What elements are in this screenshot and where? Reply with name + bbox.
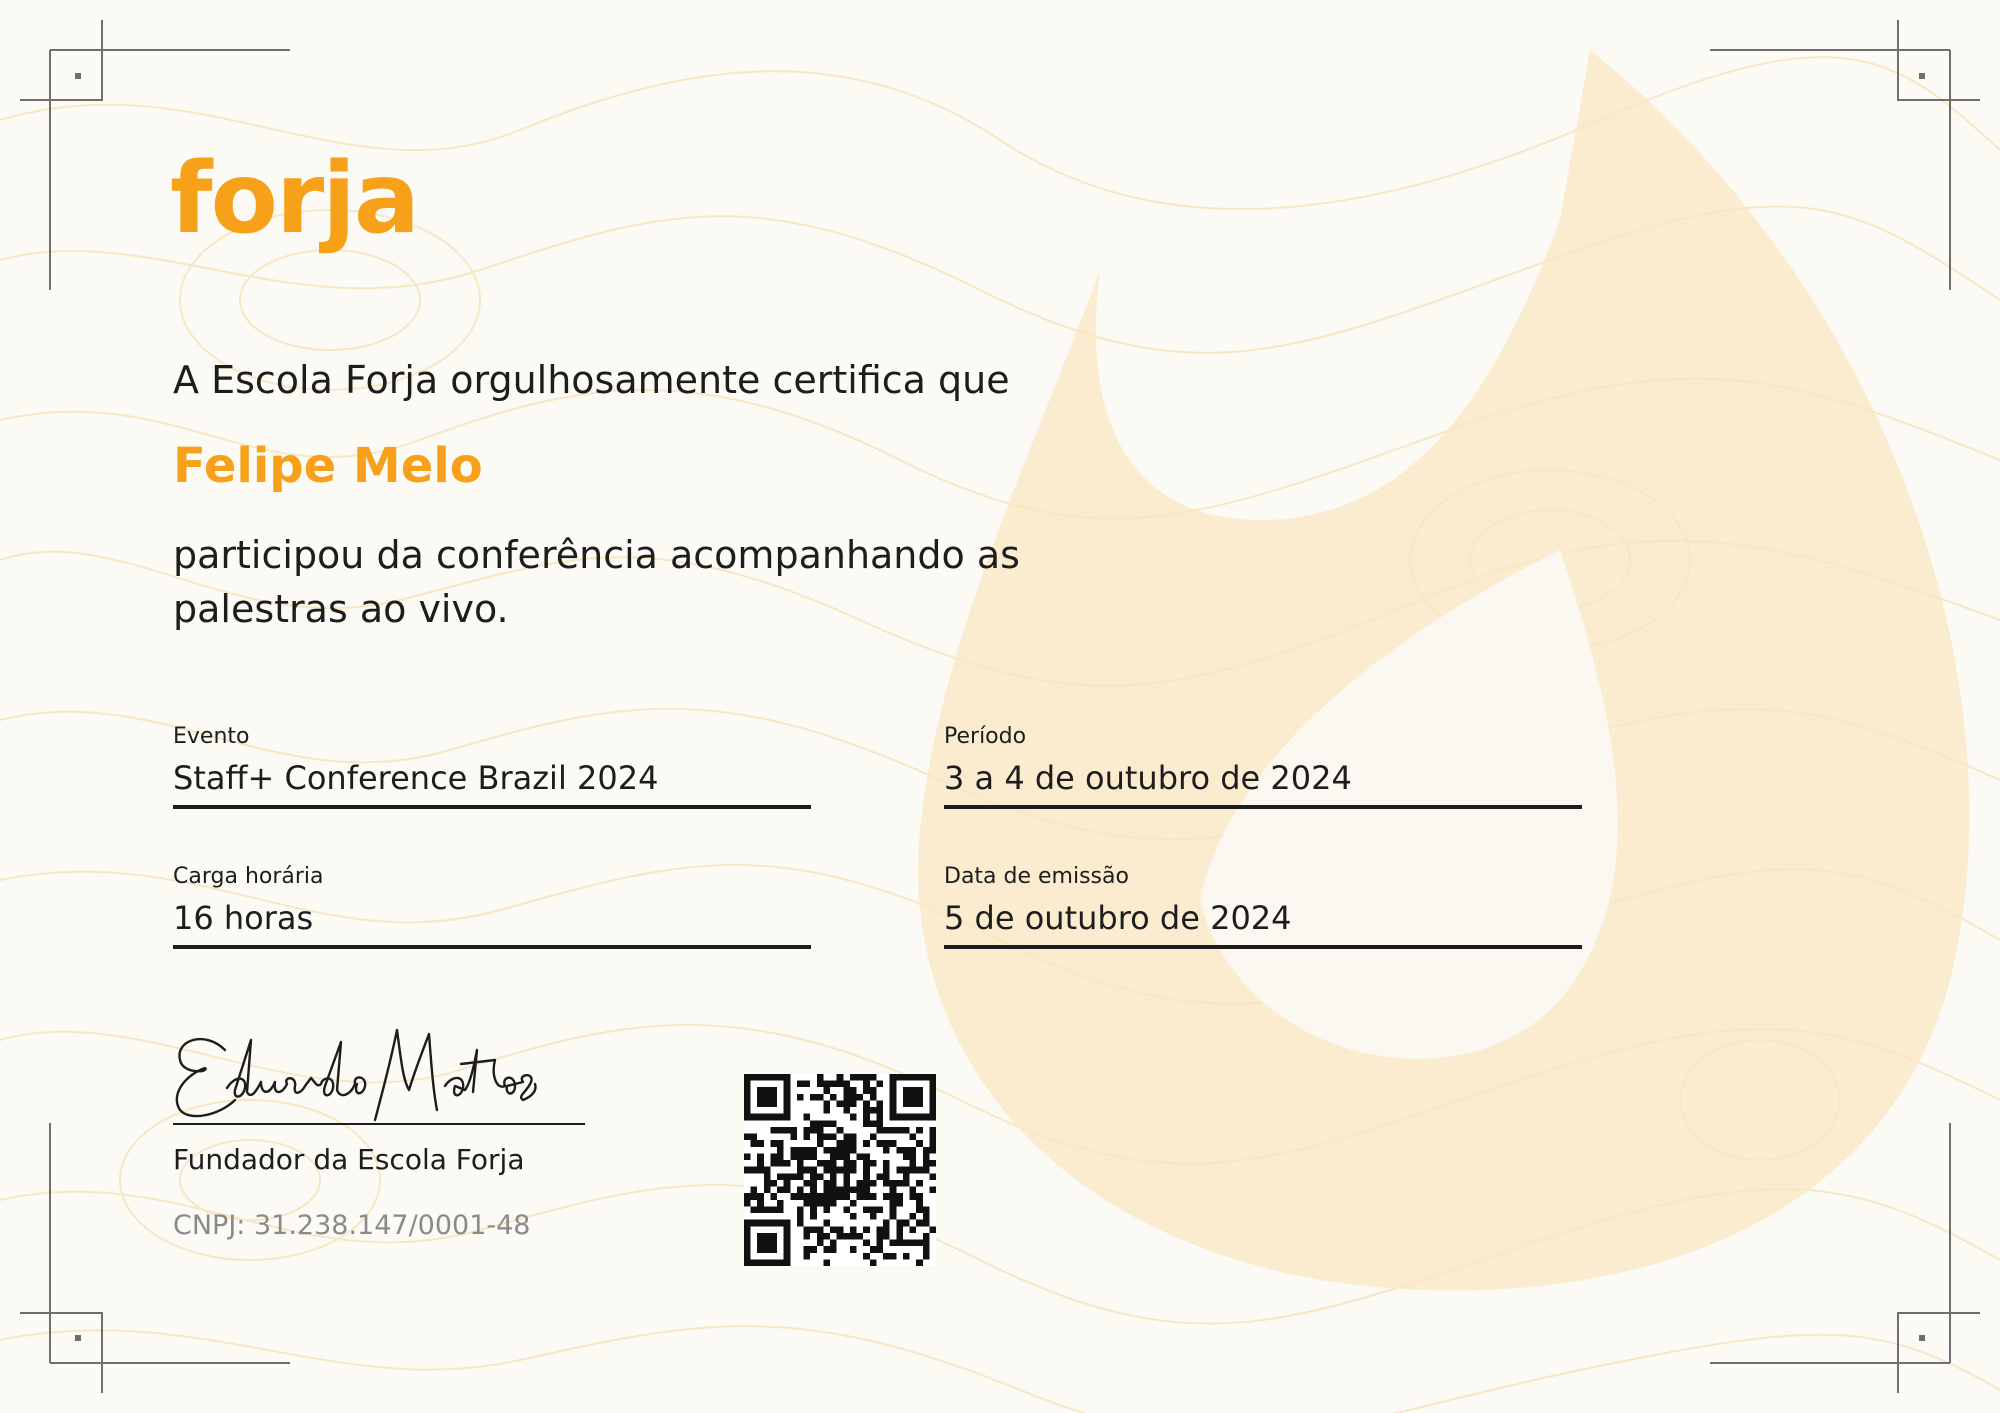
certificate-intro: A Escola Forja orgulhosamente certifica que bbox=[173, 358, 1010, 402]
forja-logo bbox=[170, 142, 419, 280]
logo-text: forja bbox=[170, 142, 419, 256]
recipient-name: Felipe Melo bbox=[173, 438, 483, 494]
signer-title: Fundador da Escola Forja bbox=[173, 1143, 525, 1176]
handwritten-signature bbox=[165, 1020, 605, 1130]
field-issued bbox=[944, 864, 1582, 949]
qr-code-icon[interactable] bbox=[744, 1074, 936, 1266]
field-issued-value: 5 de outubro de 2024 bbox=[944, 899, 1582, 949]
field-event-value: Staff+ Conference Brazil 2024 bbox=[173, 759, 811, 809]
field-issued-label: Data de emissão bbox=[944, 864, 1129, 889]
field-event-label: Evento bbox=[173, 724, 250, 749]
field-hours-label: Carga horária bbox=[173, 864, 324, 889]
field-event bbox=[173, 724, 811, 809]
field-period-label: Período bbox=[944, 724, 1027, 749]
certificate-description: participou da conferência acompanhando as palestras ao vivo. bbox=[173, 533, 1020, 631]
field-period bbox=[944, 724, 1582, 809]
signature-line bbox=[173, 1123, 585, 1125]
company-cnpj: CNPJ: 31.238.147/0001-48 bbox=[173, 1210, 531, 1241]
field-period-value: 3 a 4 de outubro de 2024 bbox=[944, 759, 1582, 809]
field-hours bbox=[173, 864, 811, 949]
field-hours-value: 16 horas bbox=[173, 899, 811, 949]
